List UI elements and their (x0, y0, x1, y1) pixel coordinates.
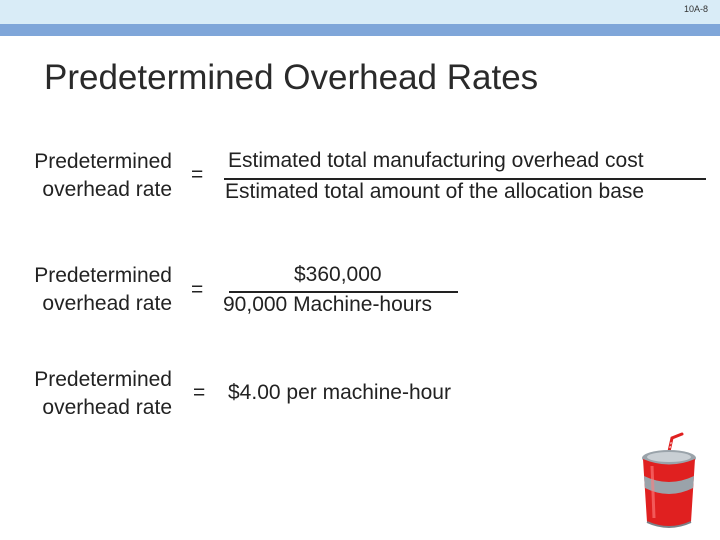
lhs-line-2: overhead rate (42, 396, 172, 419)
equation-3-lhs (0, 366, 172, 422)
equals-sign: = (191, 278, 204, 301)
equation-3-result: $4.00 per machine-hour (228, 381, 451, 404)
soda-can-icon (638, 432, 700, 532)
lhs-line-2: overhead rate (42, 178, 172, 201)
lhs-line-1: Predetermined (34, 264, 172, 287)
equation-2-numerator: $360,000 (294, 263, 382, 286)
equation-1-numerator: Estimated total manufacturing overhead cost (228, 149, 644, 172)
equals-sign: = (193, 381, 206, 404)
header-band (0, 0, 720, 24)
equals-sign: = (191, 163, 204, 186)
slide-number: 10A-8 (683, 4, 708, 14)
slide-title: Predetermined Overhead Rates (44, 58, 539, 97)
lhs-line-2: overhead rate (42, 292, 172, 315)
equation-2-denominator: 90,000 Machine-hours (223, 293, 432, 316)
equation-1-lhs (0, 148, 172, 204)
lhs-line-1: Predetermined (34, 368, 172, 391)
lhs-line-1: Predetermined (34, 150, 172, 173)
equation-2-lhs (0, 262, 172, 318)
equation-1-denominator: Estimated total amount of the allocation base (225, 180, 645, 203)
header-accent-stripe (0, 24, 720, 36)
